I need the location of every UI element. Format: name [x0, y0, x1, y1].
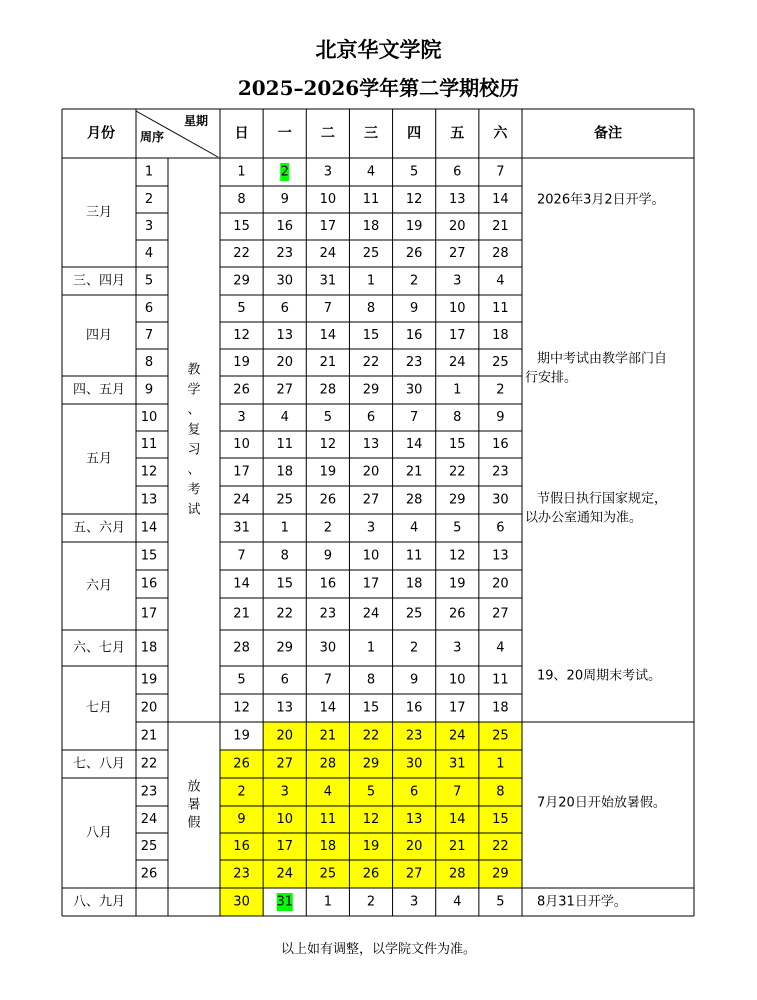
day-number: 11	[405, 548, 423, 564]
day-number: 15	[233, 219, 250, 234]
month-label: 四、五月	[72, 382, 126, 398]
day-number: 27	[405, 866, 423, 882]
day-number: 9	[323, 548, 332, 564]
phase-teaching: 试	[187, 502, 201, 518]
week-number: 26	[140, 866, 158, 882]
week-number: 21	[140, 728, 158, 744]
month-label: 五、六月	[72, 520, 126, 536]
day-number: 30	[276, 273, 293, 289]
day-number: 30	[319, 640, 337, 656]
day-number: 25	[492, 728, 509, 744]
remarks-header: 备注	[594, 125, 622, 142]
day-number: 28	[492, 246, 509, 261]
week-number: 24	[140, 812, 158, 827]
day-number: 31	[319, 273, 337, 289]
day-number: 13	[276, 328, 293, 343]
week-number: 22	[140, 756, 158, 772]
day-number: 24	[449, 728, 466, 744]
day-number: 2	[410, 273, 419, 289]
day-number: 10	[276, 812, 293, 827]
month-label: 六月	[85, 578, 113, 594]
day-number: 15	[362, 700, 380, 716]
day-number: 24	[319, 246, 337, 261]
day-number: 23	[319, 606, 337, 622]
day-number: 18	[405, 576, 423, 592]
day-number: 2	[496, 382, 505, 398]
day-number: 4	[496, 640, 505, 656]
day-number: 14	[492, 192, 509, 207]
day-number: 19	[233, 355, 250, 370]
day-number: 13	[276, 700, 293, 716]
day-number: 27	[449, 246, 466, 261]
day-number: 6	[410, 784, 419, 800]
month-label: 七、八月	[72, 756, 126, 772]
day-number: 2	[323, 520, 332, 536]
day-number: 11	[276, 437, 293, 452]
day-number: 21	[319, 728, 337, 744]
day-number: 23	[492, 464, 509, 480]
day-number: 21	[449, 839, 466, 854]
day-number: 5	[453, 520, 462, 536]
phase-teaching: 、	[187, 462, 201, 478]
day-number: 29	[276, 640, 293, 656]
day-number: 13	[362, 437, 380, 452]
week-number: 9	[144, 382, 154, 398]
weekday-header: 四	[407, 125, 422, 142]
weekday-header: 二	[320, 125, 335, 142]
weekday-header: 五	[450, 125, 465, 142]
remark-text: 8月31日开学。	[537, 894, 627, 910]
day-number: 21	[233, 606, 250, 622]
day-number: 15	[449, 437, 466, 452]
day-number: 18	[362, 219, 380, 234]
day-number: 23	[233, 866, 250, 882]
day-number: 30	[492, 492, 509, 508]
day-number: 26	[319, 492, 337, 508]
day-number: 20	[405, 839, 423, 854]
day-number: 8	[237, 192, 246, 207]
day-number: 8	[366, 672, 376, 688]
week-number: 25	[140, 839, 158, 854]
day-number: 7	[237, 548, 246, 564]
month-label: 七月	[85, 700, 113, 716]
day-number: 13	[405, 812, 423, 827]
month-label: 八月	[85, 825, 113, 841]
day-number: 25	[276, 492, 293, 508]
day-number: 30	[233, 894, 250, 910]
day-number: 31	[233, 520, 250, 536]
day-number: 5	[237, 301, 246, 316]
remark-text: 以办公室通知为准。	[525, 510, 643, 526]
weekday-header: 六	[493, 125, 508, 142]
day-number: 17	[276, 839, 293, 854]
day-number: 14	[233, 576, 250, 592]
day-number: 26	[405, 246, 423, 261]
day-number: 17	[362, 576, 380, 592]
week-number: 13	[140, 492, 158, 508]
day-number: 8	[496, 784, 505, 800]
day-number: 10	[233, 437, 250, 452]
day-number: 17	[449, 700, 466, 716]
day-number: 19	[362, 839, 380, 854]
day-number: 18	[319, 839, 337, 854]
day-number: 26	[233, 382, 250, 398]
day-number: 10	[449, 672, 466, 688]
day-number: 29	[449, 492, 466, 508]
day-number: 11	[319, 812, 337, 827]
day-number: 21	[405, 464, 423, 480]
day-number: 6	[496, 520, 505, 536]
day-number: 9	[496, 410, 505, 425]
week-number: 14	[140, 520, 158, 536]
week-number: 23	[140, 784, 158, 800]
day-number: 2	[366, 894, 376, 910]
day-number: 27	[362, 492, 380, 508]
day-number: 4	[323, 784, 332, 800]
day-number: 22	[233, 246, 250, 261]
week-number: 2	[144, 192, 154, 207]
day-number: 19	[233, 728, 250, 744]
day-number: 23	[405, 355, 423, 370]
day-number: 6	[280, 301, 289, 316]
day-number: 1	[280, 520, 289, 536]
month-label: 三月	[85, 205, 113, 220]
day-number: 4	[496, 273, 505, 289]
remark-text: 期中考试由教学部门自	[537, 351, 668, 367]
day-number: 3	[366, 520, 376, 536]
day-number: 7	[323, 301, 332, 316]
day-number: 16	[405, 328, 423, 343]
day-number: 21	[319, 355, 337, 370]
remark-text: 19、20周期末考试。	[537, 668, 662, 684]
day-number: 14	[319, 700, 337, 716]
day-number: 3	[280, 784, 289, 800]
day-number: 13	[492, 548, 509, 564]
day-number: 5	[366, 784, 376, 800]
day-number: 15	[362, 328, 380, 343]
day-number: 16	[492, 437, 509, 452]
day-number: 12	[449, 548, 466, 564]
month-header: 月份	[87, 125, 115, 142]
day-number: 31	[276, 894, 293, 910]
day-number: 9	[237, 812, 246, 827]
day-number: 20	[362, 464, 380, 480]
day-number: 19	[319, 464, 337, 480]
day-number: 27	[276, 382, 293, 398]
day-number: 14	[319, 328, 337, 343]
day-number: 31	[449, 756, 466, 772]
day-number: 9	[410, 672, 419, 688]
day-number: 16	[233, 839, 250, 854]
day-number: 5	[323, 410, 332, 425]
day-number: 24	[449, 355, 466, 370]
calendar-subtitle: 2025–2026学年第二学期校历	[237, 76, 520, 100]
day-number: 25	[405, 606, 423, 622]
day-number: 1	[323, 894, 332, 910]
remark-text: 节假日执行国家规定，	[537, 491, 668, 507]
week-number: 15	[140, 548, 158, 564]
day-number: 17	[319, 219, 337, 234]
week-number: 1	[144, 164, 154, 180]
day-number: 28	[233, 640, 250, 656]
day-number: 10	[319, 192, 337, 207]
page-title: 北京华文学院	[315, 37, 442, 62]
day-number: 3	[453, 273, 462, 289]
footer-note: 以上如有调整，以学院文件为准。	[280, 942, 476, 957]
day-number: 30	[405, 756, 423, 772]
day-number: 6	[366, 410, 376, 425]
day-number: 25	[319, 866, 337, 882]
day-number: 12	[405, 192, 423, 207]
day-number: 10	[449, 301, 466, 316]
day-number: 12	[319, 437, 337, 452]
remark-text: 7月20日开始放暑假。	[537, 795, 666, 811]
day-number: 9	[280, 192, 289, 207]
day-number: 20	[276, 355, 293, 370]
day-number: 8	[453, 410, 462, 425]
day-number: 25	[492, 355, 509, 370]
day-number: 5	[496, 894, 505, 910]
day-number: 29	[233, 273, 250, 289]
day-number: 1	[496, 756, 505, 772]
week-number: 5	[144, 273, 154, 289]
day-number: 22	[492, 839, 509, 854]
day-number: 3	[323, 164, 332, 180]
day-number: 6	[280, 672, 289, 688]
phase-vacation: 假	[187, 815, 201, 831]
day-number: 27	[276, 756, 293, 772]
day-number: 1	[366, 273, 376, 289]
day-number: 29	[362, 756, 380, 772]
weekday-header: 三	[364, 125, 378, 142]
remark-text: 2026年3月2日开学。	[537, 192, 665, 208]
day-number: 26	[449, 606, 466, 622]
day-number: 5	[410, 164, 419, 180]
day-number: 7	[323, 672, 332, 688]
day-number: 14	[405, 437, 423, 452]
day-number: 12	[233, 328, 250, 343]
day-number: 4	[280, 410, 289, 425]
week-number: 12	[140, 464, 158, 480]
day-number: 22	[449, 464, 466, 480]
day-number: 2	[280, 164, 289, 180]
week-number: 18	[140, 640, 158, 656]
month-label: 五月	[85, 451, 113, 467]
month-label: 四月	[85, 328, 113, 343]
week-number: 19	[140, 672, 158, 688]
day-number: 28	[405, 492, 423, 508]
day-number: 28	[449, 866, 466, 882]
day-number: 29	[362, 382, 380, 398]
weekday-header: 日	[234, 125, 249, 142]
day-number: 17	[449, 328, 466, 343]
day-number: 14	[449, 812, 466, 827]
day-number: 20	[276, 728, 293, 744]
day-number: 7	[410, 410, 419, 425]
day-number: 11	[492, 672, 509, 688]
day-number: 6	[453, 164, 462, 180]
day-number: 15	[276, 576, 293, 592]
day-number: 5	[237, 672, 246, 688]
day-number: 4	[410, 520, 419, 536]
week-number: 6	[144, 301, 154, 316]
day-number: 1	[366, 640, 376, 656]
phase-vacation: 暑	[187, 797, 201, 813]
day-number: 22	[362, 355, 380, 370]
day-number: 7	[496, 164, 505, 180]
day-number: 2	[237, 784, 246, 800]
weekday-label: 星期	[183, 114, 209, 128]
day-number: 20	[492, 576, 509, 592]
week-number: 7	[144, 328, 154, 343]
day-number: 28	[319, 382, 337, 398]
day-number: 23	[276, 246, 293, 261]
day-number: 21	[492, 219, 509, 234]
month-label: 三、四月	[72, 273, 126, 289]
day-number: 28	[319, 756, 337, 772]
phase-teaching: 学	[187, 382, 201, 398]
day-number: 11	[492, 301, 509, 316]
day-number: 30	[405, 382, 423, 398]
day-number: 10	[362, 548, 380, 564]
phase-teaching: 复	[187, 422, 201, 438]
day-number: 22	[362, 728, 380, 744]
day-number: 13	[449, 192, 466, 207]
weekday-header: 一	[277, 125, 292, 142]
day-number: 11	[362, 192, 380, 207]
remark-text: 行安排。	[525, 370, 578, 386]
week-label: 周序	[139, 130, 165, 144]
day-number: 3	[410, 894, 419, 910]
week-number: 11	[140, 437, 158, 452]
day-number: 8	[280, 548, 289, 564]
day-number: 4	[453, 894, 462, 910]
day-number: 23	[405, 728, 423, 744]
day-number: 3	[237, 410, 246, 425]
day-number: 4	[366, 164, 376, 180]
day-number: 2	[410, 640, 419, 656]
day-number: 16	[405, 700, 423, 716]
week-number: 8	[144, 355, 154, 370]
month-label: 八、九月	[72, 894, 126, 910]
month-label: 六、七月	[72, 640, 126, 656]
day-number: 20	[449, 219, 466, 234]
phase-teaching: 考	[187, 482, 201, 498]
day-number: 18	[276, 464, 293, 480]
day-number: 18	[492, 700, 509, 716]
week-number: 17	[140, 606, 158, 622]
day-number: 16	[276, 219, 293, 234]
phase-teaching: 、	[187, 402, 201, 418]
day-number: 26	[362, 866, 380, 882]
week-number: 10	[140, 410, 158, 425]
phase-teaching: 教	[187, 362, 201, 378]
day-number: 24	[233, 492, 250, 508]
day-number: 16	[319, 576, 337, 592]
day-number: 24	[362, 606, 380, 622]
day-number: 12	[233, 700, 250, 716]
day-number: 18	[492, 328, 509, 343]
day-number: 22	[276, 606, 293, 622]
day-number: 24	[276, 866, 293, 882]
day-number: 12	[362, 812, 380, 827]
day-number: 15	[492, 812, 509, 827]
day-number: 3	[453, 640, 462, 656]
day-number: 1	[237, 164, 246, 180]
day-number: 25	[362, 246, 380, 261]
week-number: 4	[144, 246, 154, 261]
phase-teaching: 习	[187, 442, 201, 458]
week-number: 20	[140, 700, 158, 716]
day-number: 26	[233, 756, 250, 772]
week-number: 16	[140, 576, 158, 592]
day-number: 19	[449, 576, 466, 592]
phase-vacation: 放	[187, 779, 201, 795]
day-number: 29	[492, 866, 509, 882]
day-number: 27	[492, 606, 509, 622]
day-number: 17	[233, 464, 250, 480]
day-number: 8	[366, 301, 376, 316]
day-number: 1	[453, 382, 462, 398]
day-number: 19	[405, 219, 423, 234]
day-number: 9	[410, 301, 419, 316]
week-number: 3	[144, 219, 154, 234]
day-number: 7	[453, 784, 462, 800]
